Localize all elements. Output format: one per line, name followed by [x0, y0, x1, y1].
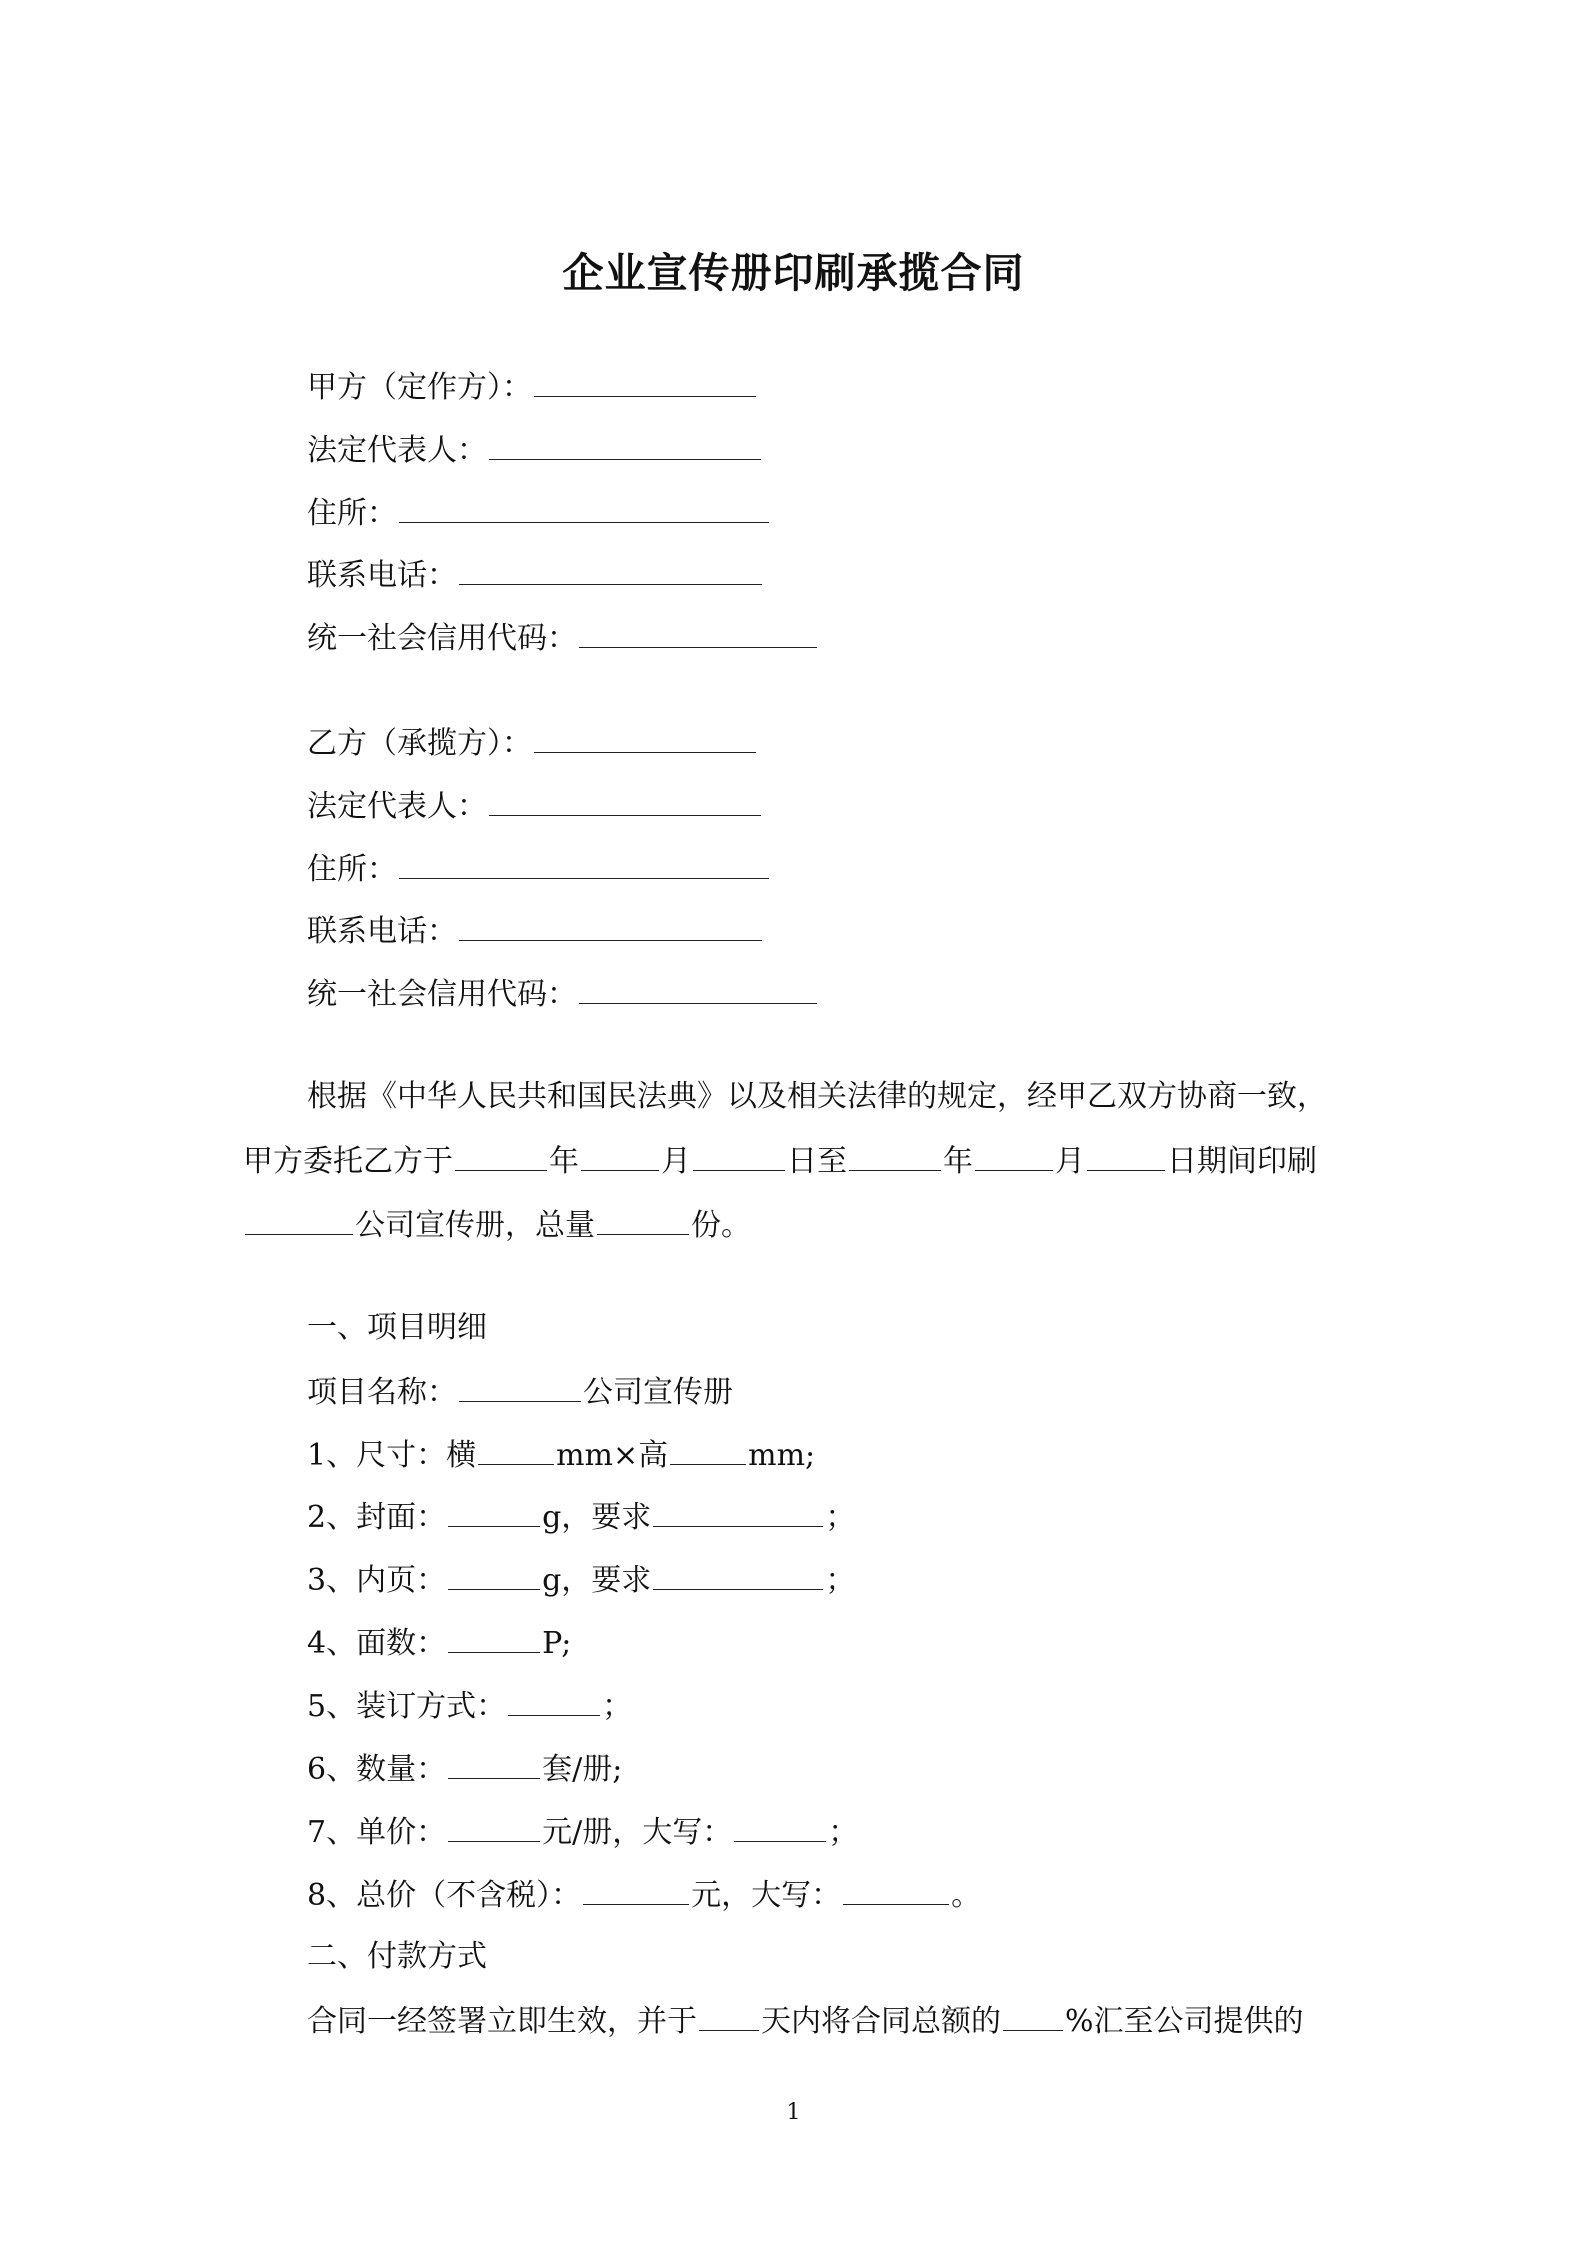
inner-end: ；: [825, 1563, 856, 1598]
party-b-name-field[interactable]: [534, 722, 756, 753]
quantity-field[interactable]: [448, 1748, 540, 1779]
total-price-words-label: 元，大写：: [691, 1878, 842, 1913]
payment-text-c: %汇至公司提供的: [1065, 2004, 1304, 2039]
party-b-credit-label: 统一社会信用代码：: [307, 977, 577, 1012]
payment-line-1: [307, 2000, 1304, 2042]
party-a-phone-line: [307, 554, 764, 596]
party-a-rep-line: [307, 429, 763, 471]
cover-requirement-label: g，要求: [542, 1500, 652, 1535]
inner-label: 3、内页：: [307, 1563, 447, 1598]
total-price-line: [307, 1874, 981, 1916]
payment-percent-field[interactable]: [1003, 2000, 1063, 2031]
party-b-address-field[interactable]: [399, 848, 769, 879]
binding-label: 5、装订方式：: [307, 1689, 507, 1724]
inner-requirement-label: g，要求: [542, 1563, 652, 1598]
payment-text-b: 天内将合同总额的: [761, 2004, 1001, 2039]
pages-label: 4、面数：: [307, 1626, 447, 1661]
copies-label: 份。: [691, 1208, 751, 1243]
preamble-line-2: [243, 1140, 1317, 1182]
party-a-name-line: [307, 366, 758, 408]
size-label: 1、尺寸：横: [307, 1438, 477, 1473]
project-name-suffix: 公司宣传册: [583, 1375, 733, 1410]
payment-days-field[interactable]: [699, 2000, 759, 2031]
party-b-name-line: [307, 722, 758, 764]
binding-end: ；: [602, 1689, 633, 1724]
end-year-label: 年: [943, 1144, 973, 1179]
size-unit: mm;: [748, 1438, 816, 1473]
total-price-label: 8、总价（不含税）：: [307, 1878, 582, 1913]
start-day-label: 日至: [787, 1144, 847, 1179]
quantity-line: [307, 1748, 622, 1790]
start-year-label: 年: [549, 1144, 579, 1179]
unit-price-line: [307, 1811, 858, 1853]
start-month-field[interactable]: [581, 1140, 659, 1171]
unit-price-end: ；: [828, 1815, 859, 1850]
pages-unit: P;: [542, 1626, 572, 1661]
unit-price-words-label: 元/册，大写：: [542, 1815, 733, 1850]
size-height-label: mm×高: [556, 1438, 669, 1473]
party-a-credit-line: [307, 617, 819, 659]
party-a-phone-label: 联系电话：: [307, 558, 457, 593]
end-day-field[interactable]: [1087, 1140, 1165, 1171]
preamble-line-1: 根据《中华人民共和国民法典》以及相关法律的规定，经甲乙双方协商一致，: [307, 1079, 1327, 1114]
start-year-field[interactable]: [455, 1140, 547, 1171]
inner-weight-field[interactable]: [448, 1559, 540, 1590]
payment-text-a: 合同一经签署立即生效，并于: [307, 2004, 697, 2039]
end-year-field[interactable]: [849, 1140, 941, 1171]
project-name-label: 项目名称：: [307, 1375, 457, 1410]
preamble-entrust-text: 甲方委托乙方于: [243, 1144, 453, 1179]
cover-weight-field[interactable]: [448, 1496, 540, 1527]
start-day-field[interactable]: [693, 1140, 785, 1171]
party-b-name-label: 乙方（承揽方）：: [307, 726, 532, 761]
page-number: 1: [786, 2100, 801, 2125]
party-a-address-line: [307, 492, 771, 534]
height-field[interactable]: [670, 1434, 746, 1465]
party-a-rep-label: 法定代表人：: [307, 433, 487, 468]
party-a-credit-label: 统一社会信用代码：: [307, 621, 577, 656]
unit-price-label: 7、单价：: [307, 1815, 447, 1850]
size-line: [307, 1434, 815, 1476]
start-month-label: 月: [661, 1144, 691, 1179]
section-1-heading: 一、项目明细: [307, 1310, 487, 1345]
project-name-line: [307, 1371, 733, 1413]
company-name-field[interactable]: [245, 1204, 353, 1235]
party-b-credit-field[interactable]: [579, 973, 817, 1004]
brochure-total-text: 公司宣传册，总量: [355, 1208, 595, 1243]
end-month-label: 月: [1055, 1144, 1085, 1179]
binding-line: [307, 1685, 632, 1727]
section-2-heading: 二、付款方式: [307, 1939, 487, 1974]
party-b-phone-field[interactable]: [459, 910, 762, 941]
party-b-phone-label: 联系电话：: [307, 914, 457, 949]
party-b-address-line: [307, 848, 771, 890]
preamble-line-3: [243, 1204, 751, 1246]
unit-price-words-field[interactable]: [734, 1811, 826, 1842]
party-a-address-label: 住所：: [307, 496, 397, 531]
width-field[interactable]: [478, 1434, 554, 1465]
party-a-name-field[interactable]: [534, 366, 756, 397]
pages-line: [307, 1622, 571, 1664]
quantity-unit: 套/册;: [542, 1752, 623, 1787]
total-price-end: 。: [951, 1878, 982, 1913]
party-b-address-label: 住所：: [307, 852, 397, 887]
contract-title: 企业宣传册印刷承揽合同: [562, 249, 1025, 297]
binding-field[interactable]: [508, 1685, 600, 1716]
party-a-phone-field[interactable]: [459, 554, 762, 585]
cover-line: [307, 1496, 855, 1538]
party-b-rep-line: [307, 785, 763, 827]
project-name-field[interactable]: [459, 1371, 581, 1402]
party-a-rep-field[interactable]: [489, 429, 761, 460]
cover-label: 2、封面：: [307, 1500, 447, 1535]
party-a-credit-field[interactable]: [579, 617, 817, 648]
total-price-field[interactable]: [583, 1874, 689, 1905]
unit-price-field[interactable]: [448, 1811, 540, 1842]
end-day-label: 日期间印刷: [1167, 1144, 1317, 1179]
party-b-rep-field[interactable]: [489, 785, 761, 816]
party-b-rep-label: 法定代表人：: [307, 789, 487, 824]
inner-requirement-field[interactable]: [653, 1559, 823, 1590]
end-month-field[interactable]: [975, 1140, 1053, 1171]
party-a-name-label: 甲方（定作方）：: [307, 370, 532, 405]
pages-field[interactable]: [448, 1622, 540, 1653]
cover-requirement-field[interactable]: [653, 1496, 823, 1527]
party-a-address-field[interactable]: [399, 492, 769, 523]
total-quantity-field[interactable]: [597, 1204, 689, 1235]
party-b-phone-line: [307, 910, 764, 952]
party-b-credit-line: [307, 973, 819, 1015]
cover-end: ；: [825, 1500, 856, 1535]
quantity-label: 6、数量：: [307, 1752, 447, 1787]
total-price-words-field[interactable]: [843, 1874, 949, 1905]
inner-line: [307, 1559, 855, 1601]
